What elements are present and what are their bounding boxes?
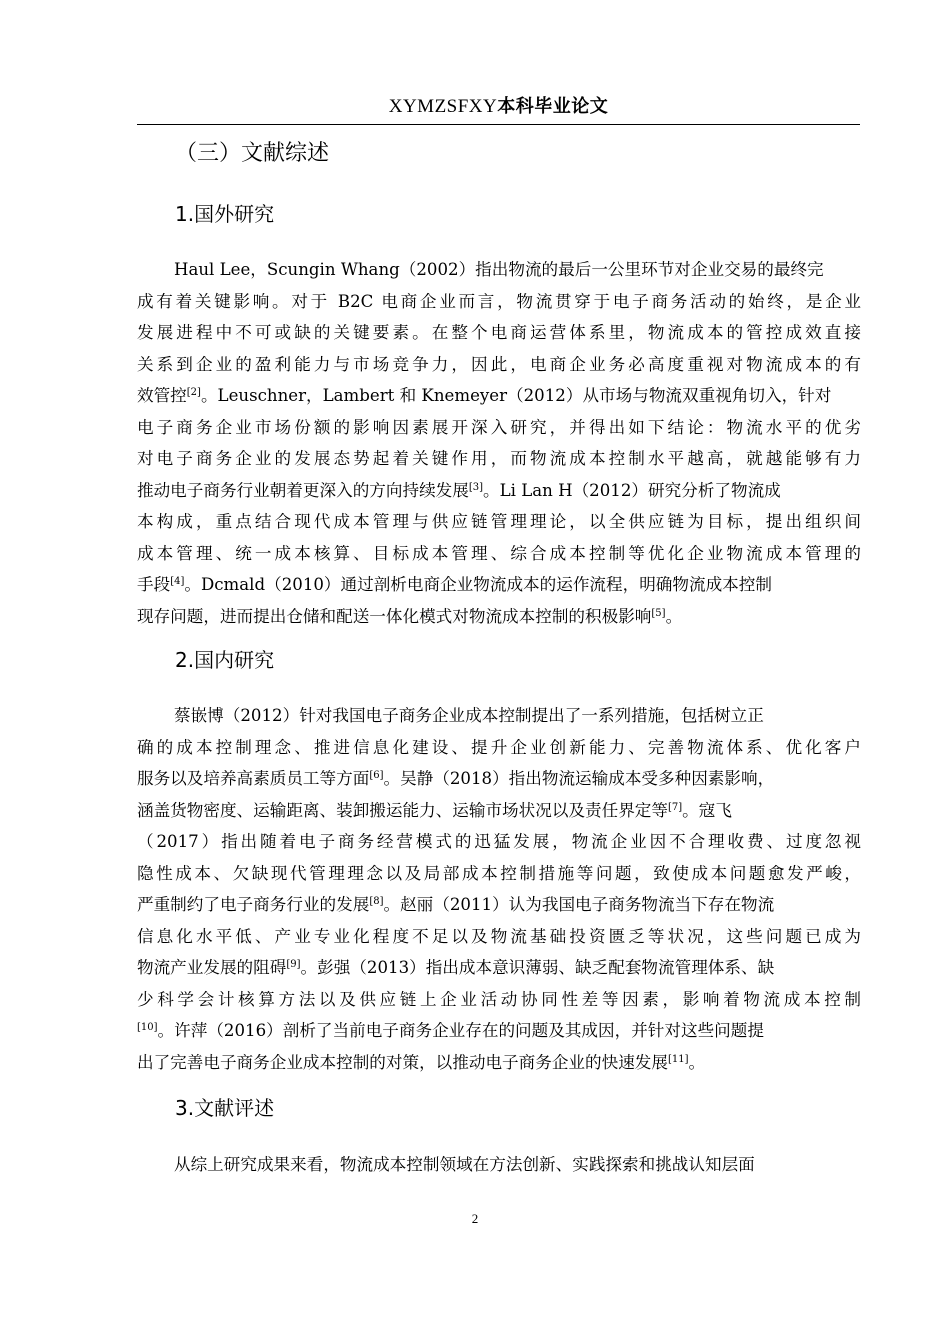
paragraph-line: 本构成，重点结合现代成本管理与供应链管理理论，以全供应链为目标，提出组织间	[137, 512, 861, 531]
citation-ref: [8]	[369, 896, 384, 907]
citation-ref: [10]	[137, 1022, 158, 1033]
citation-ref: [6]	[369, 770, 384, 781]
foreign-research-paragraph	[137, 254, 861, 632]
paragraph-text: 物流产业发展的阻碍	[137, 958, 287, 977]
citation-ref: [7]	[668, 801, 683, 813]
paragraph-text: 。彭强（2013）指出成本意识薄弱、缺乏配套物流管理体系、缺	[300, 958, 775, 977]
paragraph-line	[137, 380, 861, 412]
citation-ref: [9]	[286, 959, 301, 970]
paragraph-line: 确的成本控制理念、推进信息化建设、提升企业创新能力、完善物流体系、优化客户	[137, 737, 861, 757]
paragraph-line	[137, 763, 861, 795]
paragraph-line: Haul Lee，Scungin Whang（2002）指出物流的最后一公里环节对企业交易的最终完	[174, 260, 824, 279]
paragraph-line: （2017）指出随着电子商务经营模式的迅猛发展，物流企业因不合理收费、过度忽视	[137, 832, 861, 851]
paragraph-line: 发展进程中不可或缺的关键要素。在整个电商运营体系里，物流成本的管控成效直接	[137, 323, 861, 342]
header-code: XYMZSFXY	[388, 96, 498, 117]
domestic-research-heading: 2.国内研究	[175, 648, 275, 672]
paragraph-text: 。Li Lan H（2012）研究分析了物流成	[483, 480, 781, 500]
paragraph-text: 严重制约了电子商务行业的发展	[137, 895, 370, 914]
paragraph-line	[137, 952, 861, 984]
paragraph-line: 少科学会计核算方法以及供应链上企业活动协同性差等因素，影响着物流成本控制	[137, 989, 861, 1009]
paragraph-line	[137, 795, 861, 827]
page-header	[137, 94, 860, 118]
paragraph-text: 。	[665, 606, 683, 626]
citation-ref: [3]	[468, 481, 484, 493]
paragraph-line: 关系到企业的盈利能力与市场竞争力，因此，电商企业务必高度重视对物流成本的有	[137, 354, 861, 374]
paragraph-text: 。赵丽（2011）认为我国电子商务物流当下存在物流	[383, 895, 775, 914]
paragraph-line: 电子商务企业市场份额的影响因素展开深入研究，并得出如下结论：物流水平的优劣	[137, 417, 861, 437]
domestic-research-paragraph	[137, 700, 861, 1078]
foreign-research-heading: 1.国外研究	[175, 202, 275, 226]
citation-ref: [11]	[668, 1053, 689, 1065]
paragraph-line: 蔡嵌博（2012）针对我国电子商务企业成本控制提出了一系列措施，包括树立正	[174, 706, 764, 725]
paragraph-text: 推动电子商务行业朝着更深入的方向持续发展	[137, 480, 469, 500]
citation-ref: [4]	[170, 576, 185, 587]
paragraph-line: 隐性成本、欠缺现代管理理念以及局部成本控制措施等问题，致使成本问题愈发严峻，	[137, 863, 861, 883]
paragraph-line	[137, 1015, 861, 1047]
paragraph-line: 从综上研究成果来看，物流成本控制领域在方法创新、实践探索和挑战认知层面	[174, 1155, 755, 1174]
paragraph-text: 。吴静（2018）指出物流运输成本受多种因素影响，	[383, 769, 775, 788]
paragraph-text: 出了完善电子商务企业成本控制的对策，以推动电子商务企业的快速发展	[137, 1052, 668, 1072]
paragraph-text: 效管控	[137, 386, 187, 405]
paragraph-line	[137, 889, 861, 921]
literature-review-paragraph	[137, 1149, 861, 1181]
citation-ref: [2]	[186, 387, 201, 398]
header-divider	[137, 124, 860, 125]
paragraph-text: 服务以及培养高素质员工等方面	[137, 769, 370, 788]
paragraph-line	[137, 1047, 861, 1079]
paragraph-line	[137, 475, 861, 507]
paragraph-line	[137, 601, 861, 633]
citation-ref: [5]	[651, 607, 666, 619]
paragraph-text: 涵盖货物密度、运输距离、装卸搬运能力、运输市场状况以及责任界定等	[137, 800, 668, 820]
paragraph-text: 手段	[137, 575, 171, 594]
paragraph-line: 成有着关键影响。对于 B2C 电商企业而言，物流贯穿于电子商务活动的始终，是企业	[137, 291, 861, 311]
section-heading: （三）文献综述	[175, 141, 330, 166]
page-number: 2	[471, 1211, 479, 1226]
paragraph-text: 。寇飞	[682, 800, 732, 820]
literature-review-heading: 3.文献评述	[175, 1096, 275, 1120]
paragraph-line: 对电子商务企业的发展态势起着关键作用，而物流成本控制水平越高，就越能够有力	[137, 449, 861, 468]
header-title: 本科毕业论文	[497, 96, 609, 117]
paragraph-line: 信息化水平低、产业专业化程度不足以及物流基础投资匮乏等状况，这些问题已成为	[137, 926, 861, 946]
paragraph-line: 成本管理、统一成本核算、目标成本管理、综合成本控制等优化企业物流成本管理的	[137, 543, 861, 563]
paragraph-text: 现存问题，进而提出仓储和配送一体化模式对物流成本控制的积极影响	[137, 606, 652, 626]
paragraph-text: 。许萍（2016）剖析了当前电子商务企业存在的问题及其成因，并针对这些问题提	[157, 1021, 764, 1040]
paragraph-text: 。Leuschner，Lambert 和 Knemeyer（2012）从市场与物流双重视角切入，针对	[200, 386, 832, 405]
paragraph-line	[137, 569, 861, 601]
paragraph-text: 。	[688, 1052, 706, 1072]
paragraph-text: 。Dcmald（2010）通过剖析电商企业物流成本的运作流程，明确物流成本控制	[184, 575, 772, 594]
